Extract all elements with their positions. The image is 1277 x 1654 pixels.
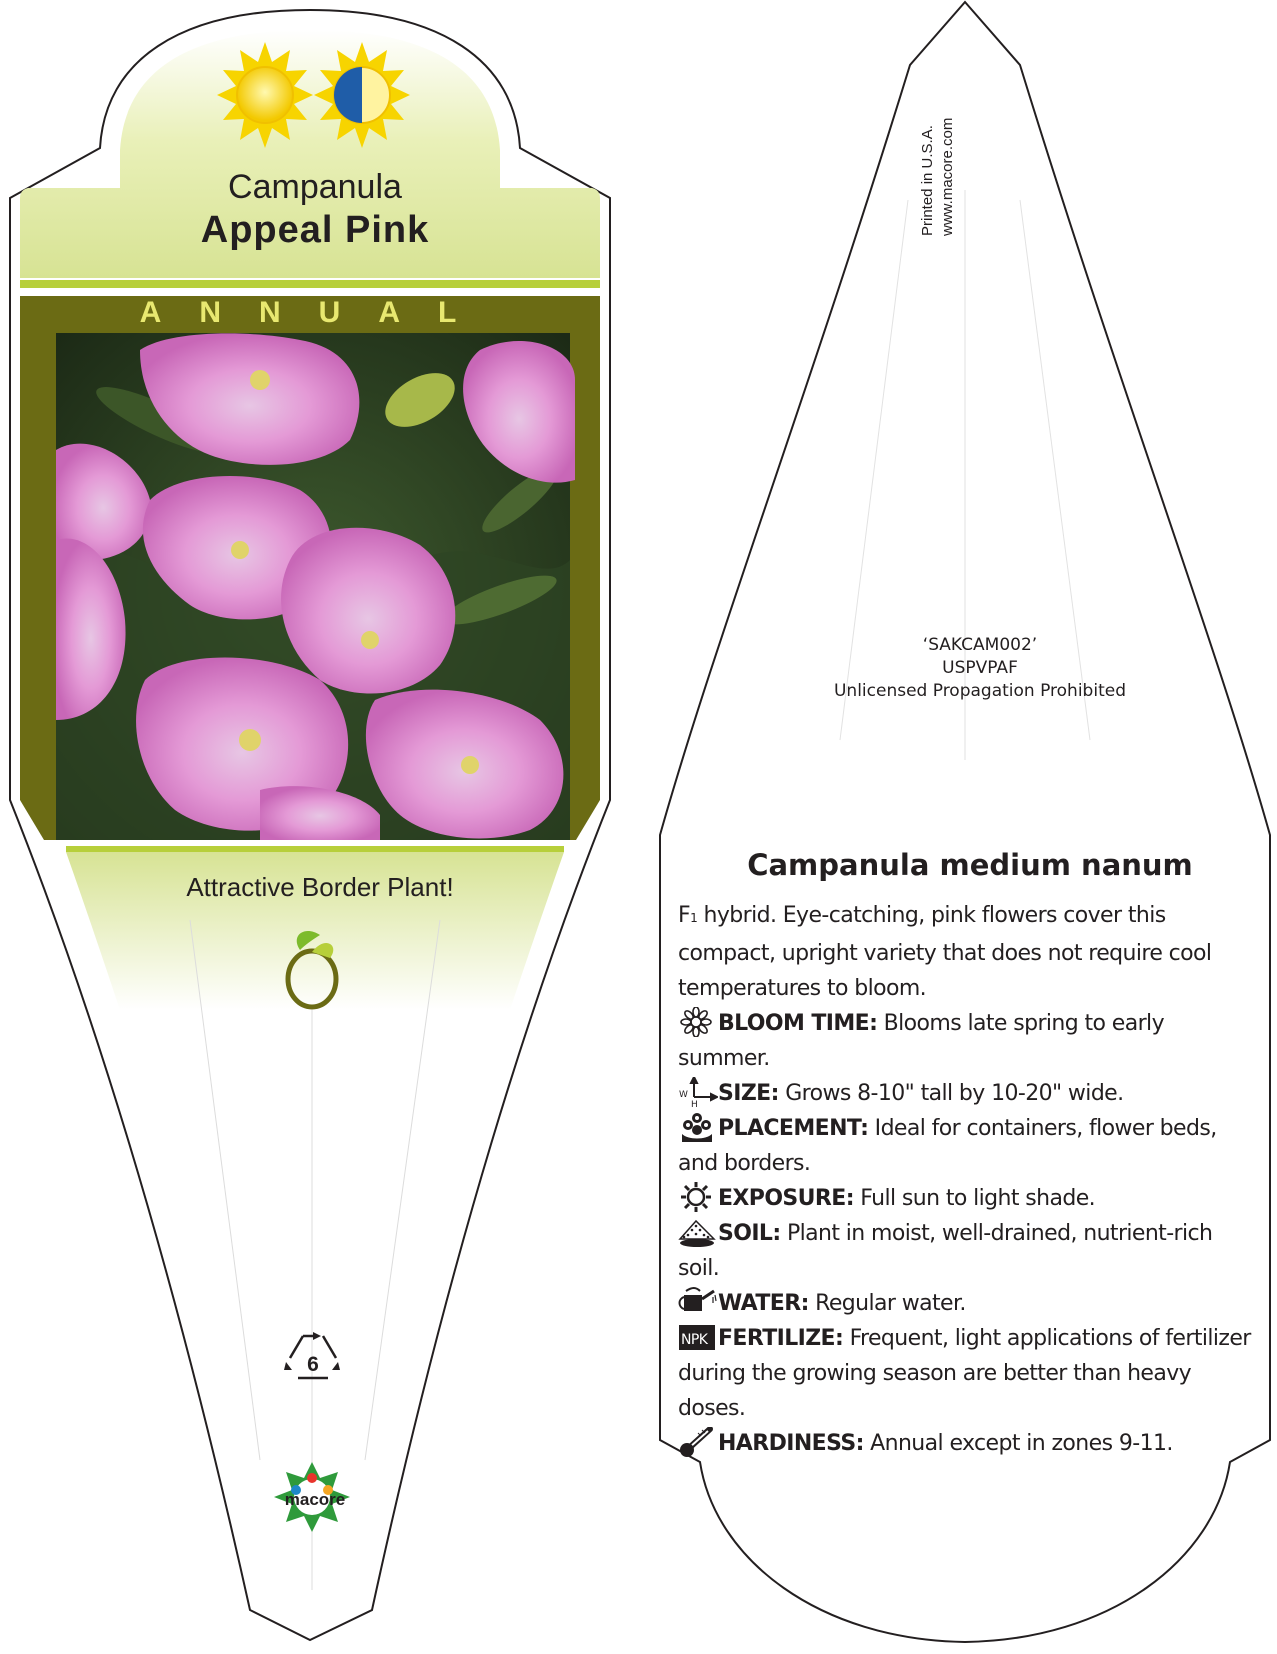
recycle-number: 6 [307, 1353, 319, 1376]
care-placement [678, 1111, 1258, 1181]
fertilize-label: FERTILIZE: [718, 1326, 844, 1351]
flower-icon [678, 1007, 718, 1037]
svg-text:H: H [691, 1100, 698, 1107]
size-icon [678, 1077, 718, 1107]
patent-status: USPVPAF [942, 658, 1018, 678]
care-exposure [678, 1181, 1258, 1216]
variety-code: ‘SAKCAM002’ [922, 635, 1038, 655]
brand-name: macore [284, 1490, 346, 1509]
common-name: Campanula [228, 168, 402, 206]
website-url: www.macore.com [939, 117, 956, 236]
print-info [918, 118, 958, 236]
hybrid-prefix: F [678, 903, 691, 928]
bloom-time-label: BLOOM TIME: [718, 1011, 878, 1036]
soil-label: SOIL: [718, 1221, 781, 1246]
hybrid-subscript: 1 [690, 911, 698, 925]
svg-text:W: W [679, 1090, 688, 1100]
printed-in-usa: Printed in U.S.A. [919, 125, 936, 236]
soil-icon [678, 1217, 718, 1247]
sun-icon [678, 1182, 718, 1212]
water-label: WATER: [718, 1291, 809, 1316]
water-text: Regular water. [808, 1291, 966, 1316]
care-fertilize [678, 1321, 1258, 1426]
npk-icon [678, 1322, 718, 1352]
bloom-time-text: Blooms late spring to early summer. [678, 1011, 1164, 1071]
soil-text: Plant in moist, well-drained, nutrient-rich soil. [678, 1221, 1213, 1281]
thermometer-icon [678, 1427, 718, 1457]
size-text: Grows 8-10" tall by 10-20" wide. [778, 1081, 1124, 1106]
placement-label: PLACEMENT: [718, 1116, 869, 1141]
svg-text:NPK: NPK [681, 1332, 708, 1348]
care-hardiness [678, 1426, 1258, 1461]
category-label: ANNUAL [139, 296, 495, 329]
placement-icon [678, 1112, 718, 1142]
legal-notice [770, 634, 1190, 703]
placement-text: Ideal for containers, flower beds, and borders. [678, 1116, 1217, 1176]
description-intro [678, 898, 1258, 1006]
tagline: Attractive Border Plant! [186, 872, 454, 902]
care-size [678, 1076, 1258, 1111]
scientific-name: Campanula medium nanum [747, 848, 1193, 882]
watering-can-icon [678, 1287, 718, 1317]
care-bloom-time [678, 1006, 1258, 1076]
hardiness-text: Annual except in zones 9-11. [863, 1431, 1173, 1456]
hardiness-label: HARDINESS: [718, 1431, 864, 1456]
exposure-label: EXPOSURE: [718, 1186, 854, 1211]
propagation-notice: Unlicensed Propagation Prohibited [833, 681, 1126, 701]
description-text: hybrid. Eye-catching, pink flowers cover this compact, upright variety that does not require cool temperatures to bloom. [678, 903, 1212, 1001]
fertilize-text: Frequent, light applications of fertilizer during the growing season are better than heavy doses. [678, 1326, 1251, 1421]
size-label: SIZE: [718, 1081, 779, 1106]
plant-description [678, 898, 1258, 1461]
cultivar-name: Appeal Pink [200, 209, 430, 251]
care-water [678, 1286, 1258, 1321]
exposure-text: Full sun to light shade. [853, 1186, 1096, 1211]
care-soil [678, 1216, 1258, 1286]
